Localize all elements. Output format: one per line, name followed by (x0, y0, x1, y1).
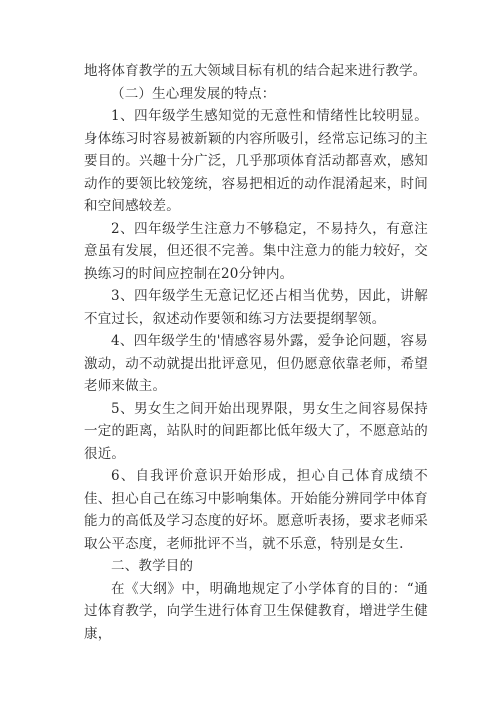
paragraph-continuation: 地将体育教学的五大领域目标有机的结合起来进行教学。 (84, 63, 427, 79)
paragraph-point-1: 1、四年级学生感知觉的无意性和情绪性比较明显。身体练习时容易被新颖的内容所吸引，经常忘记练习的主要目的。兴趣十分广泛，几乎那项体育活动都喜欢，感知动作的要领比较笼统，容易把相近的动作混淆起来，时间和空间感较差。 (84, 108, 428, 214)
section-heading-teaching-goals: 二、教学目的 (111, 558, 194, 574)
paragraph-point-6: 6、自我评价意识开始形成，担心自己体育成绩不佳、担心自己在练习中影响集体。开始能分辨同学中体育能力的高低及学习态度的好坏。愿意听表扬，要求老师采取公平态度，老师批评不当，就不乐意，特别是女生. (84, 468, 428, 552)
paragraph-syllabus: 在《大纲》中，明确地规定了小学体育的目的：“通过体育教学，向学生进行体育卫生保健教育，增进学生健康， (84, 580, 428, 642)
paragraph-point-5: 5、男女生之间开始出现界限，男女生之间容易保持一定的距离，站队时的间距都比低年级大了，不愿意站的很近。 (84, 400, 428, 462)
paragraph-point-4: 4、四年级学生的'情感容易外露，爱争论问题，容易激动，动不动就提出批评意见，但仍愿意依靠老师，希望老师来做主。 (84, 333, 428, 394)
section-heading-psych-features: （二）生心理发展的特点： (111, 85, 276, 102)
paragraph-point-3: 3、四年级学生无意记忆还占相当优势，因此，讲解不宜过长，叙述动作要领和练习方法要提纲挈领。 (84, 288, 428, 327)
document-body (84, 60, 428, 645)
paragraph-point-2: 2、四年级学生注意力不够稳定，不易持久，有意注意虽有发展，但还很不完善。集中注意力的能力较好，交换练习的时间应控制在20分钟内。 (84, 220, 428, 282)
